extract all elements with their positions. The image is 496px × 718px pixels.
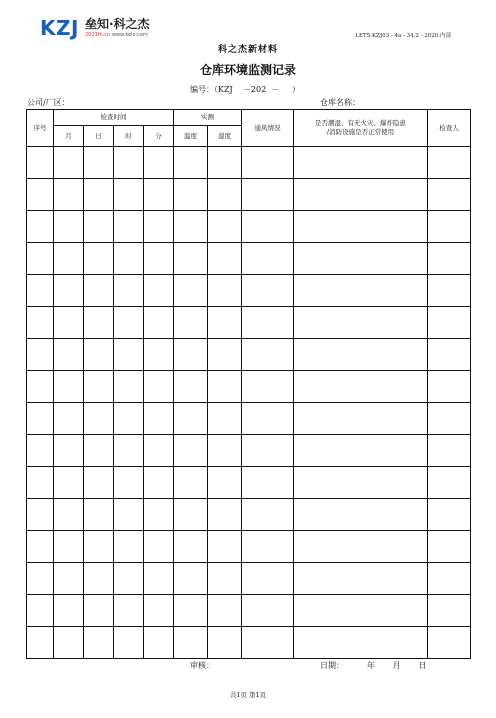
header-inspector: 检查人 <box>428 110 471 147</box>
table-cell[interactable] <box>114 339 144 371</box>
table-cell[interactable] <box>114 595 144 627</box>
table-cell[interactable] <box>114 275 144 307</box>
header-hazards-line2: /消防设施是否正常使用 <box>326 128 395 136</box>
header-month: 月 <box>54 126 84 147</box>
logo-name: 垒知·科之杰 <box>84 17 150 31</box>
table-cell[interactable] <box>144 339 174 371</box>
table-cell[interactable] <box>242 499 294 531</box>
table-cell[interactable] <box>84 179 114 211</box>
table-cell[interactable] <box>84 339 114 371</box>
header-temperature: 温度 <box>174 126 208 147</box>
table-cell[interactable] <box>54 531 84 563</box>
table-cell[interactable] <box>174 179 208 211</box>
table-cell[interactable] <box>144 499 174 531</box>
table-cell[interactable] <box>84 595 114 627</box>
table-cell[interactable] <box>428 499 471 531</box>
table-cell[interactable] <box>27 211 54 243</box>
table-cell[interactable] <box>242 563 294 595</box>
table-cell[interactable] <box>208 371 242 403</box>
table-cell[interactable] <box>27 499 54 531</box>
table-cell[interactable] <box>144 275 174 307</box>
table-cell[interactable] <box>84 499 114 531</box>
table-cell[interactable] <box>144 531 174 563</box>
table-cell[interactable] <box>27 339 54 371</box>
table-cell[interactable] <box>294 147 428 179</box>
table-cell[interactable] <box>294 371 428 403</box>
table-cell[interactable] <box>208 307 242 339</box>
table-cell[interactable] <box>242 467 294 499</box>
table-cell[interactable] <box>208 595 242 627</box>
table-cell[interactable] <box>114 499 144 531</box>
table-cell[interactable] <box>174 563 208 595</box>
table-cell[interactable] <box>428 243 471 275</box>
table-cell[interactable] <box>114 179 144 211</box>
header-seq: 序号 <box>27 110 54 147</box>
review-label: 审核： <box>190 661 214 670</box>
date-label: 日期： 年 月 日 <box>320 661 427 670</box>
table-cell[interactable] <box>294 211 428 243</box>
table-cell[interactable] <box>294 339 428 371</box>
company-factory-label: 公司/厂区： <box>27 98 70 107</box>
table-cell[interactable] <box>242 275 294 307</box>
table-cell[interactable] <box>294 467 428 499</box>
table-cell[interactable] <box>54 499 84 531</box>
table-cell[interactable] <box>54 467 84 499</box>
table-cell[interactable] <box>174 595 208 627</box>
table-cell[interactable] <box>174 211 208 243</box>
table-cell[interactable] <box>114 563 144 595</box>
table-cell[interactable] <box>428 563 471 595</box>
table-cell[interactable] <box>294 595 428 627</box>
table-row <box>27 243 471 275</box>
record-table <box>26 109 471 659</box>
table-cell[interactable] <box>174 275 208 307</box>
table-row <box>27 275 471 307</box>
table-cell[interactable] <box>174 531 208 563</box>
table-cell[interactable] <box>174 147 208 179</box>
table-cell[interactable] <box>144 243 174 275</box>
table-cell[interactable] <box>208 531 242 563</box>
table-cell[interactable] <box>242 403 294 435</box>
table-cell[interactable] <box>242 627 294 659</box>
table-cell[interactable] <box>84 147 114 179</box>
table-cell[interactable] <box>84 275 114 307</box>
table-row <box>27 499 471 531</box>
table-cell[interactable] <box>27 275 54 307</box>
table-row <box>27 179 471 211</box>
table-cell[interactable] <box>242 211 294 243</box>
table-cell[interactable] <box>428 307 471 339</box>
table-cell[interactable] <box>84 467 114 499</box>
table-cell[interactable] <box>242 531 294 563</box>
table-row <box>27 435 471 467</box>
table-body <box>27 147 471 659</box>
table-cell[interactable] <box>54 627 84 659</box>
header-check-time: 检查时间 <box>54 110 174 126</box>
table-cell[interactable] <box>174 243 208 275</box>
table-cell[interactable] <box>208 467 242 499</box>
table-row <box>27 403 471 435</box>
table-cell[interactable] <box>114 627 144 659</box>
document-reference: LETS.KZJ03 - 4a - 34.2 - 2020.内部 <box>355 33 451 39</box>
table-cell[interactable] <box>54 595 84 627</box>
table-row <box>27 307 471 339</box>
table-cell[interactable] <box>208 211 242 243</box>
table-cell[interactable] <box>294 499 428 531</box>
table-row <box>27 371 471 403</box>
table-cell[interactable] <box>54 339 84 371</box>
table-cell[interactable] <box>84 371 114 403</box>
table-cell[interactable] <box>114 371 144 403</box>
table-cell[interactable] <box>294 179 428 211</box>
table-cell[interactable] <box>294 403 428 435</box>
table-cell[interactable] <box>27 531 54 563</box>
table-row <box>27 627 471 659</box>
table-row <box>27 339 471 371</box>
table-cell[interactable] <box>144 147 174 179</box>
table-cell[interactable] <box>114 147 144 179</box>
table-cell[interactable] <box>84 563 114 595</box>
table-cell[interactable] <box>144 467 174 499</box>
table-cell[interactable] <box>27 243 54 275</box>
table-cell[interactable] <box>428 275 471 307</box>
table-cell[interactable] <box>114 403 144 435</box>
table-cell[interactable] <box>428 627 471 659</box>
table-cell[interactable] <box>428 595 471 627</box>
table-cell[interactable] <box>27 307 54 339</box>
serial-number: 编号：（KZJ －202 － ） <box>190 85 300 94</box>
table-cell[interactable] <box>114 211 144 243</box>
table-cell[interactable] <box>54 307 84 339</box>
table-cell[interactable] <box>54 275 84 307</box>
table-cell[interactable] <box>144 563 174 595</box>
table-cell[interactable] <box>294 275 428 307</box>
table-cell[interactable] <box>242 435 294 467</box>
table-row <box>27 563 471 595</box>
header-hazards <box>294 110 428 147</box>
table-cell[interactable] <box>428 435 471 467</box>
table-cell[interactable] <box>27 403 54 435</box>
logo-site <box>85 31 150 39</box>
table-cell[interactable] <box>242 595 294 627</box>
table-cell[interactable] <box>27 563 54 595</box>
table-cell[interactable] <box>208 435 242 467</box>
table-cell[interactable] <box>174 307 208 339</box>
table-cell[interactable] <box>428 339 471 371</box>
header-ventilation: 通风情况 <box>242 110 294 147</box>
table-cell[interactable] <box>84 243 114 275</box>
table-cell[interactable] <box>294 243 428 275</box>
table-row <box>27 211 471 243</box>
table-cell[interactable] <box>294 531 428 563</box>
table-cell[interactable] <box>428 531 471 563</box>
table-cell[interactable] <box>242 147 294 179</box>
table-cell[interactable] <box>114 307 144 339</box>
table-row <box>27 467 471 499</box>
table-cell[interactable] <box>84 531 114 563</box>
table-cell[interactable] <box>84 627 114 659</box>
warehouse-name-label: 仓库名称： <box>320 98 360 107</box>
table-cell[interactable] <box>208 179 242 211</box>
table-cell[interactable] <box>84 211 114 243</box>
table-cell[interactable] <box>242 339 294 371</box>
table-cell[interactable] <box>84 435 114 467</box>
table-cell[interactable] <box>208 147 242 179</box>
table-cell[interactable] <box>242 371 294 403</box>
table-cell[interactable] <box>208 243 242 275</box>
table-cell[interactable] <box>208 339 242 371</box>
table-cell[interactable] <box>208 627 242 659</box>
table-cell[interactable] <box>174 339 208 371</box>
table-cell[interactable] <box>174 403 208 435</box>
table-cell[interactable] <box>27 595 54 627</box>
table-cell[interactable] <box>54 563 84 595</box>
table-cell[interactable] <box>54 147 84 179</box>
table-cell[interactable] <box>174 467 208 499</box>
table-cell[interactable] <box>27 627 54 659</box>
header-humidity: 湿度 <box>208 126 242 147</box>
table-cell[interactable] <box>294 435 428 467</box>
table-row <box>27 595 471 627</box>
table-row <box>27 531 471 563</box>
table-cell[interactable] <box>428 371 471 403</box>
table-cell[interactable] <box>27 147 54 179</box>
table-cell[interactable] <box>294 563 428 595</box>
table-cell[interactable] <box>114 435 144 467</box>
table-cell[interactable] <box>144 403 174 435</box>
page-title: 仓库环境监测记录 <box>199 63 296 77</box>
table-cell[interactable] <box>242 307 294 339</box>
table-cell[interactable] <box>174 499 208 531</box>
header-measured: 实测 <box>174 110 242 126</box>
table-cell[interactable] <box>242 243 294 275</box>
header-hazards-line1: 是否潮湿、有无火灾、爆炸隐患 <box>315 119 406 127</box>
table-cell[interactable] <box>428 179 471 211</box>
table-cell[interactable] <box>144 595 174 627</box>
header-minute: 分 <box>144 126 174 147</box>
table-cell[interactable] <box>144 211 174 243</box>
logo-url: www.kelo.com <box>111 32 148 38</box>
table-cell[interactable] <box>114 531 144 563</box>
table-cell[interactable] <box>54 211 84 243</box>
table-cell[interactable] <box>208 563 242 595</box>
company-logo <box>40 17 150 39</box>
table-cell[interactable] <box>27 371 54 403</box>
table-cell[interactable] <box>242 179 294 211</box>
table-cell[interactable] <box>27 179 54 211</box>
table-cell[interactable] <box>144 179 174 211</box>
page-number: 共1页 第1页 <box>229 691 267 699</box>
table-cell[interactable] <box>174 435 208 467</box>
table-cell[interactable] <box>208 499 242 531</box>
company-name: 科之杰新材料 <box>217 45 278 55</box>
table-cell[interactable] <box>428 403 471 435</box>
table-cell[interactable] <box>84 403 114 435</box>
logo-url-sub: 2023th.cn <box>84 32 111 38</box>
table-cell[interactable] <box>294 307 428 339</box>
table-cell[interactable] <box>174 627 208 659</box>
table-cell[interactable] <box>294 627 428 659</box>
table-cell[interactable] <box>174 371 208 403</box>
table-cell[interactable] <box>208 403 242 435</box>
table-row <box>27 147 471 179</box>
table-cell[interactable] <box>144 627 174 659</box>
table-cell[interactable] <box>54 435 84 467</box>
table-cell[interactable] <box>428 147 471 179</box>
table-cell[interactable] <box>428 211 471 243</box>
logo-text <box>85 17 150 39</box>
table-cell[interactable] <box>144 371 174 403</box>
table-cell[interactable] <box>144 307 174 339</box>
header-hour: 时 <box>114 126 144 147</box>
table-cell[interactable] <box>54 243 84 275</box>
logo-mark: KZJ <box>40 16 79 40</box>
table-cell[interactable] <box>114 243 144 275</box>
table-cell[interactable] <box>84 307 114 339</box>
table-cell[interactable] <box>54 371 84 403</box>
table-cell[interactable] <box>54 179 84 211</box>
table-cell[interactable] <box>208 275 242 307</box>
table-cell[interactable] <box>114 467 144 499</box>
table-cell[interactable] <box>54 403 84 435</box>
table-cell[interactable] <box>428 467 471 499</box>
table-cell[interactable] <box>144 435 174 467</box>
table-cell[interactable] <box>27 435 54 467</box>
table-cell[interactable] <box>27 467 54 499</box>
header-day: 日 <box>84 126 114 147</box>
